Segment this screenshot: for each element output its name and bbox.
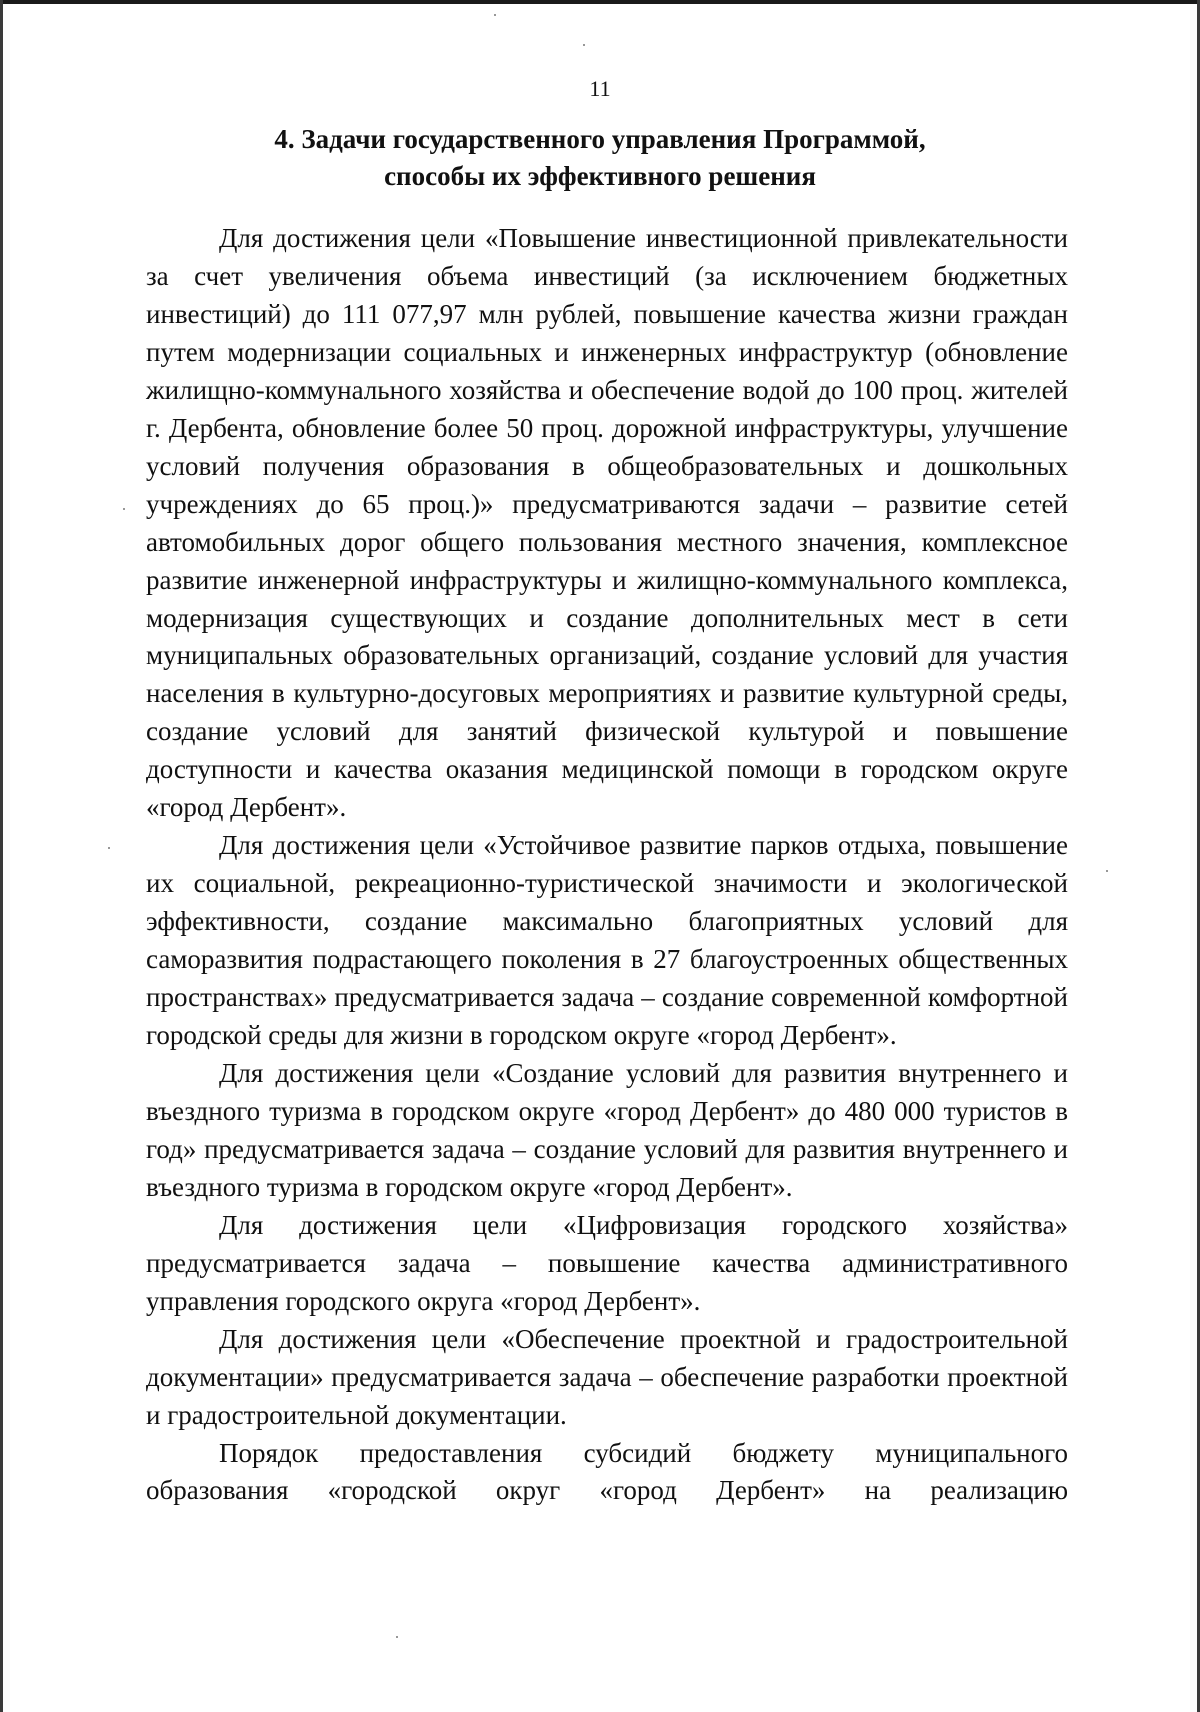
scan-speck xyxy=(396,1636,398,1638)
paragraph: Для достижения цели «Обеспечение проектной и градостроительной документации» предусматривается задача – обеспечение разработки проектной и градостроительной документации. xyxy=(146,1323,1068,1430)
section-heading-line-2: способы их эффективного решения xyxy=(384,161,816,191)
section-heading-line-1: 4. Задачи государственного управления Программой, xyxy=(274,124,926,154)
page-number: 11 xyxy=(589,76,611,101)
scan-left-border xyxy=(0,0,3,1712)
scan-speck xyxy=(494,14,496,16)
scan-top-border xyxy=(0,0,1200,4)
scan-speck xyxy=(108,847,110,849)
paragraph: Для достижения цели «Устойчивое развитие парков отдыха, повышение их социальной, рекреационно-туристической значимости и экологической эффективности, создание максимально благоприятных условий для саморазвития подрастающего поколения в 27 благоустроенных общественных пространствах» предусматривается задача – создание современной комфортной городской среды для жизни в городском округе «город Дербент». xyxy=(146,830,1068,1051)
scan-speck xyxy=(1106,870,1108,872)
paragraph: Для достижения цели «Цифровизация городского хозяйства» предусматривается задача – повышение качества административного управления городского округа «город Дербент». xyxy=(146,1209,1068,1316)
paragraph: Порядок предоставления субсидий бюджету муниципального образования «городской округ «город Дербент» на реализацию xyxy=(146,1437,1068,1506)
body-text xyxy=(146,220,1068,1510)
scan-speck xyxy=(123,508,125,510)
paragraph: Для достижения цели «Создание условий для развития внутреннего и въездного туризма в городском округе «город Дербент» до 480 000 туристов в год» предусматривается задача – создание условий для развития внутреннего и въездного туризма в городском округе «город Дербент». xyxy=(146,1057,1068,1202)
section-heading xyxy=(0,121,1200,195)
paragraph: Для достижения цели «Повышение инвестиционной привлекательности за счет увеличения объема инвестиций (за исключением бюджетных инвестиций) до 111 077,97 млн рублей, повышение качества жизни граждан путем модернизации социальных и инженерных инфраструктур (обновление жилищно-коммунального хозяйства и обеспечение водой до 100 проц. жителей г. Дербента, обновление более 50 проц. дорожной инфраструктуры, улучшение условий получения образования в общеобразовательных и дошкольных учреждениях до 65 проц.)» предусматриваются задачи – развитие сетей автомобильных дорог общего пользования местного значения, комплексное развитие инженерной инфраструктуры и жилищно-коммунального комплекса, модернизация существующих и создание дополнительных мест в сети муниципальных образовательных организаций, создание условий для участия населения в культурно-досуговых мероприятиях и развитие культурной среды, создание условий для занятий физической культурой и повышение доступности и качества оказания медицинской помощи в городском округе «город Дербент». xyxy=(146,223,1068,823)
scan-speck xyxy=(583,44,585,46)
